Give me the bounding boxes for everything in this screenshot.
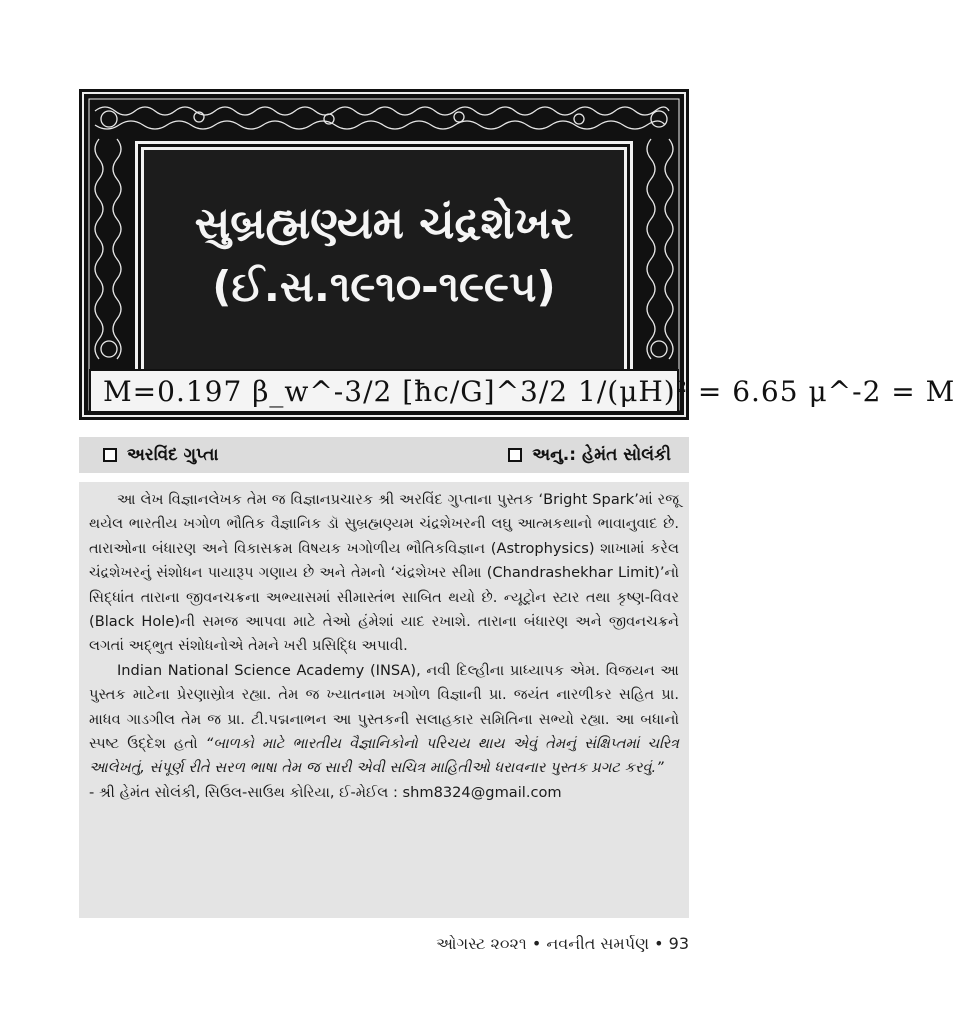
paragraph-2-text: Indian National Science Academy (INSA), નવી દિલ્હીના પ્રાધ્યાપક એમ. વિજયન આ પુસ્તક માટેના પ્રેરણાસ્રોત્ર રહ્યા. તેમ જ ખ્યાતનામ ખગોળ વિજ્ઞાની પ્રા. જયંત નારળીકર સહિત પ્રા. માધવ ગાડગીલ તેમ જ પ્રા. ટી.પદ્મનાભન આ પુસ્તકની સલાહકાર સમિતિના સભ્યો રહ્યા. આ બધાનો સ્પષ્ટ ઉદ્દેશ હતો	[89, 661, 679, 753]
byline-bar	[79, 437, 689, 473]
intro-paragraph-2	[89, 659, 679, 781]
author-byline	[103, 445, 219, 465]
formula-strip	[89, 369, 955, 413]
author-name: અરવિંદ ગુપ્તા	[127, 445, 219, 465]
translator-name: અનુ.: હેમંત સોલંકી	[532, 445, 671, 465]
article-dates: (ઈ.સ.૧૯૧૦-૧૯૯૫)	[212, 262, 556, 311]
page-footer: ઓગસ્ટ ૨૦૨૧ • નવનીત સમર્પણ • 93	[436, 934, 689, 953]
title-board	[141, 147, 627, 377]
intro-paragraph-1: આ લેખ વિજ્ઞાનલેખક તેમ જ વિજ્ઞાનપ્રચારક શ્રી અરવિંદ ગુપ્તાના પુસ્તક ‘Bright Spark’માં રજૂ થયેલ ભારતીય ખગોળ ભૌતિક વૈજ્ઞાનિક ડૉ સુબ્રહ્મણ્યમ ચંદ્રશેખરની લઘુ આત્મકથાનો ભાવાનુવાદ છે. તારાઓના બંધારણ અને વિકાસક્રમ વિષયક ખગોળીય ભૌતિકવિજ્ઞાન (Astrophysics) શાખામાં કરેલ ચંદ્રશેખરનું સંશોધન પાયારૂપ ગણાય છે અને તેમનો ‘ચંદ્રશેખર સીમા (Chandrashekhar Limit)’નો સિદ્ધાંત તારાના જીવનચક્રના અભ્યાસમાં સીમાસ્તંભ સાબિત થયો છે. ન્યૂટ્રોન સ્ટાર તથા કૃષ્ણ-વિવર (Black Hole)ની સમજ આપવા માટે તેઓ હંમેશાં યાદ રખાશે. તારાના બંધારણ અને જીવનચક્રને લગતાં અદ્ભુત સંશોધનોએ તેમને ખરી પ્રસિદ્ધિ અપાવી.	[89, 491, 679, 655]
article-intro-box	[79, 482, 689, 918]
title-banner	[79, 89, 955, 420]
chandrasekhar-formula: M=0.197 β_w^-3/2 [ħc/G]^3/2 1/(μH)² = 6.65 μ^-2 = M	[103, 374, 955, 408]
translator-byline	[508, 445, 671, 465]
square-bullet-icon	[508, 448, 522, 462]
translator-signature: - શ્રી હેમંત સોલંકી, સિઉલ-સાઉથ કોરિયા, ઈ-મેઈલ : shm8324@gmail.com	[89, 783, 562, 801]
article-title: સુબ્રહ્મણ્યમ ચંદ્રશેખર	[194, 198, 574, 249]
square-bullet-icon	[103, 448, 117, 462]
paragraph-2-quote: “બાળકો માટે ભારતીય વૈજ્ઞાનિકોનો પરિચય થાય એવું તેમનું સંક્ષિપ્તમાં ચરિત્ર આલેખતું, સંપૂર્ણ રીતે સરળ ભાષા તેમ જ સારી એવી સચિત્ર માહિતીઓ ધરાવનાર પુસ્તક પ્રગટ કરવું.”	[89, 735, 679, 777]
